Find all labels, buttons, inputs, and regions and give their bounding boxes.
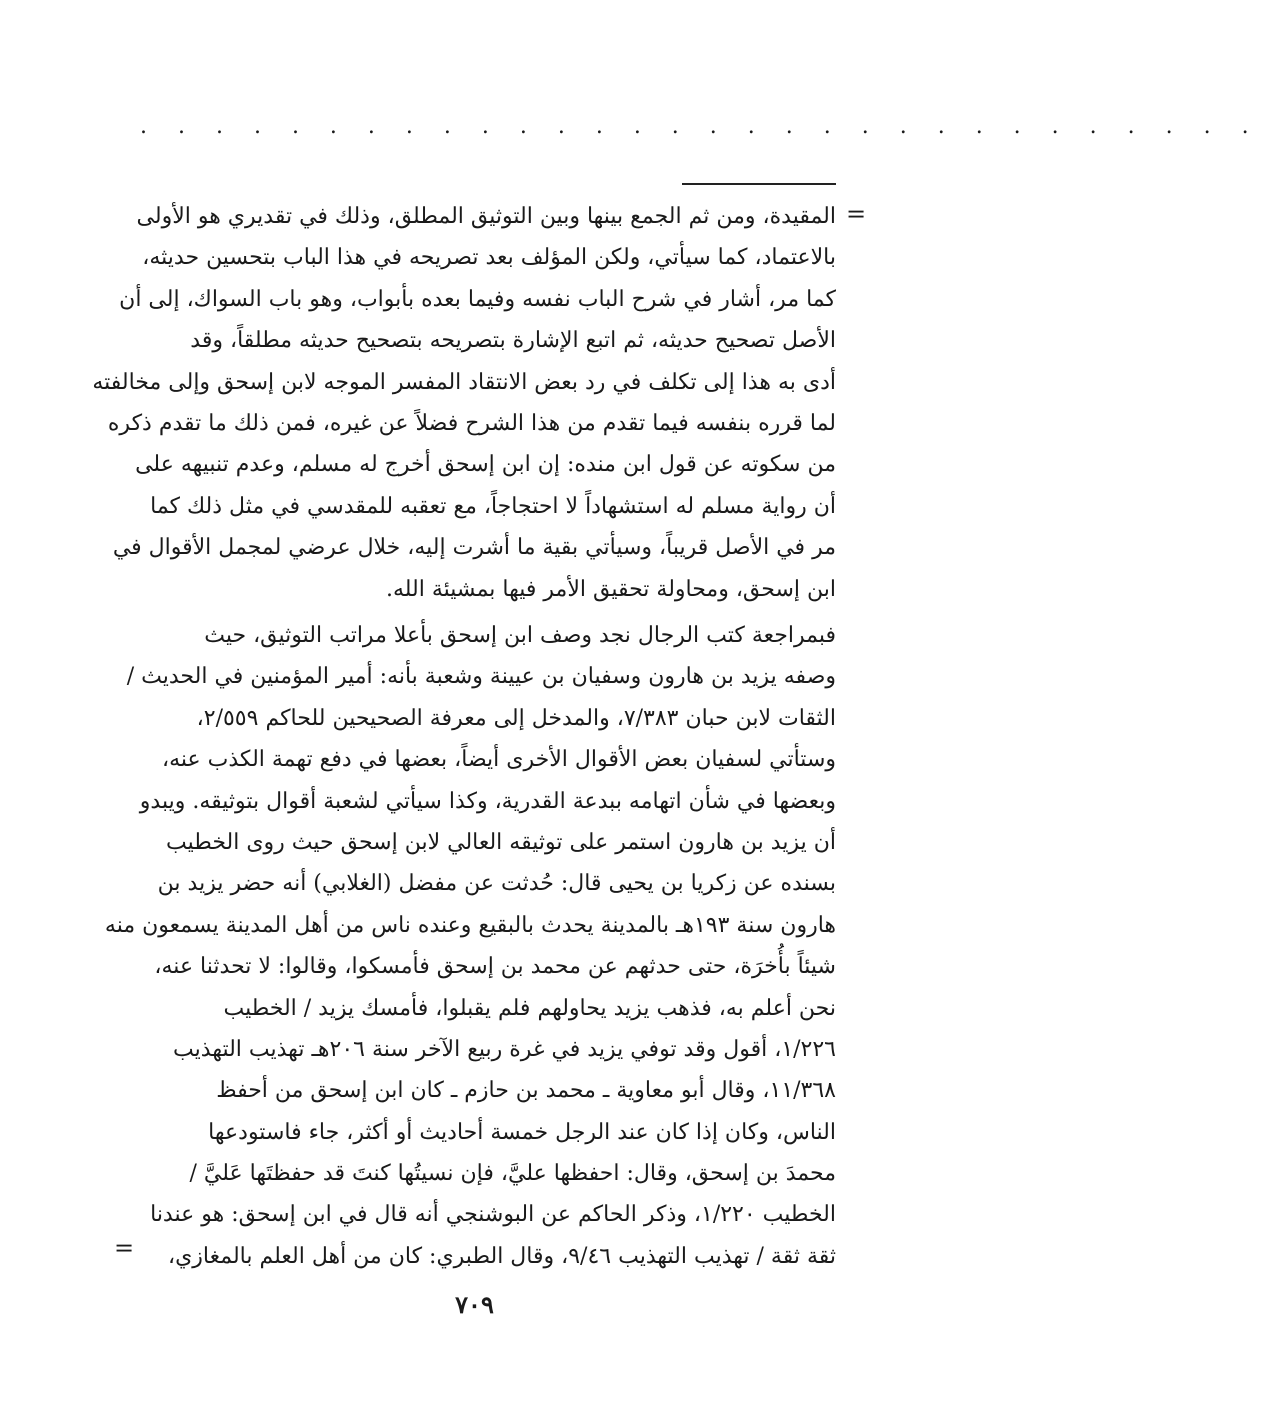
text-line: محمدَ بن إسحق، وقال: احفظها عليَّ، فإن نسيتُها كنتَ قد حفظتَها عَليَّ /	[189, 1161, 836, 1187]
text-line: أن يزيد بن هارون استمر على توثيقه العالي لابن إسحق حيث روى الخطيب	[166, 829, 836, 855]
text-line: الناس، وكان إذا كان عند الرجل خمسة أحاديث أو أكثر، جاء فاستودعها	[208, 1119, 836, 1145]
footnote-paragraph-1	[92, 196, 836, 610]
text-line: ١١/٣٦٨، وقال أبو معاوية ـ محمد بن حازم ـ كان ابن إسحق من أحفظ	[216, 1078, 836, 1104]
text-line: هارون سنة ١٩٣هـ بالمدينة يحدث بالبقيع وعنده ناس من أهل المدينة يسمعون منه	[104, 912, 836, 938]
text-line: ابن إسحق، ومحاولة تحقيق الأمر فيها بمشيئة الله.	[385, 576, 836, 602]
text-line: وصفه يزيد بن هارون وسفيان بن عيينة وشعبة بأنه: أمير المؤمنين في الحديث /	[126, 664, 836, 690]
text-line: شيئاً بأُخرَة، حتى حدثهم عن محمد بن إسحق فأمسكوا، وقالوا: لا تحدثنا عنه،	[154, 954, 836, 980]
text-line: ١/٢٢٦، أقول وقد توفي يزيد في غرة ربيع الآخر سنة ٢٠٦هـ تهذيب التهذيب	[173, 1036, 836, 1062]
continuation-marker-top: =	[846, 200, 867, 228]
continuation-marker-bottom: =	[114, 1234, 135, 1262]
text-line: وستأتي لسفيان بعض الأقوال الأخرى أيضاً، بعضها في دفع تهمة الكذب عنه،	[162, 747, 836, 773]
text-line: كما مر، أشار في شرح الباب نفسه وفيما بعده بأبواب، وهو باب السواك، إلى أن	[119, 286, 836, 312]
text-line: الخطيب ١/٢٢٠، وذكر الحاكم عن البوشنجي أنه قال في ابن إسحق: هو عندنا	[150, 1202, 836, 1228]
text-line: فبمراجعة كتب الرجال نجد وصف ابن إسحق بأعلا مراتب التوثيق، حيث	[204, 623, 836, 648]
text-line: أدى به هذا إلى تكلف في رد بعض الانتقاد المفسر الموجه لابن إسحق وإلى مخالفته	[92, 369, 836, 395]
text-line: الثقات لابن حبان ٧/٣٨٣، والمدخل إلى معرفة الصحيحين للحاكم ٢/٥٥٩،	[196, 705, 836, 731]
text-line: مر في الأصل قريباً، وسيأتي بقية ما أشرت إليه، خلال عرضي لمجمل الأقوال في	[112, 535, 836, 561]
text-line: نحن أعلم به، فذهب يزيد يحاولهم فلم يقبلوا، فأمسك يزيد / الخطيب	[223, 995, 836, 1021]
text-line: بسنده عن زكريا بن يحيى قال: حُدثت عن مفضل (الغلابي) أنه حضر يزيد بن	[157, 871, 836, 897]
text-line: الأصل تصحيح حديثه، ثم اتبع الإشارة بتصريحه بتصحيح حديثه مطلقاً، وقد	[190, 328, 836, 354]
text-line: المقيدة، ومن ثم الجمع بينها وبين التوثيق المطلق، وذلك في تقديري هو الأولى	[136, 204, 836, 229]
text-line: أن رواية مسلم له استشهاداً لا احتجاجاً، مع تعقبه للمقدسي في مثل ذلك كما	[150, 493, 836, 519]
text-line: ثقة ثقة / تهذيب التهذيب ٩/٤٦، وقال الطبري: كان من أهل العلم بالمغازي،	[167, 1243, 836, 1269]
header-dot-rule: . . . . . . . . . . . . . . . . . . . . . . . . . . . . . .	[140, 114, 1261, 139]
text-line: من سكوته عن قول ابن منده: إن ابن إسحق أخرج له مسلم، وعدم تنبيهه على	[135, 452, 836, 478]
page-number: ٧٠٩	[455, 1290, 494, 1319]
text-line: بالاعتماد، كما سيأتي، ولكن المؤلف بعد تصريحه في هذا الباب بتحسين حديثه،	[142, 245, 836, 271]
text-line: وبعضها في شأن اتهامه ببدعة القدرية، وكذا سيأتي لشعبة أقوال بتوثيقه. ويبدو	[139, 788, 836, 814]
text-line: لما قرره بنفسه فيما تقدم من هذا الشرح فضلاً عن غيره، فمن ذلك ما تقدم ذكره	[107, 410, 836, 436]
footnote-separator	[682, 183, 836, 185]
footnote-paragraph-2	[104, 615, 836, 1277]
